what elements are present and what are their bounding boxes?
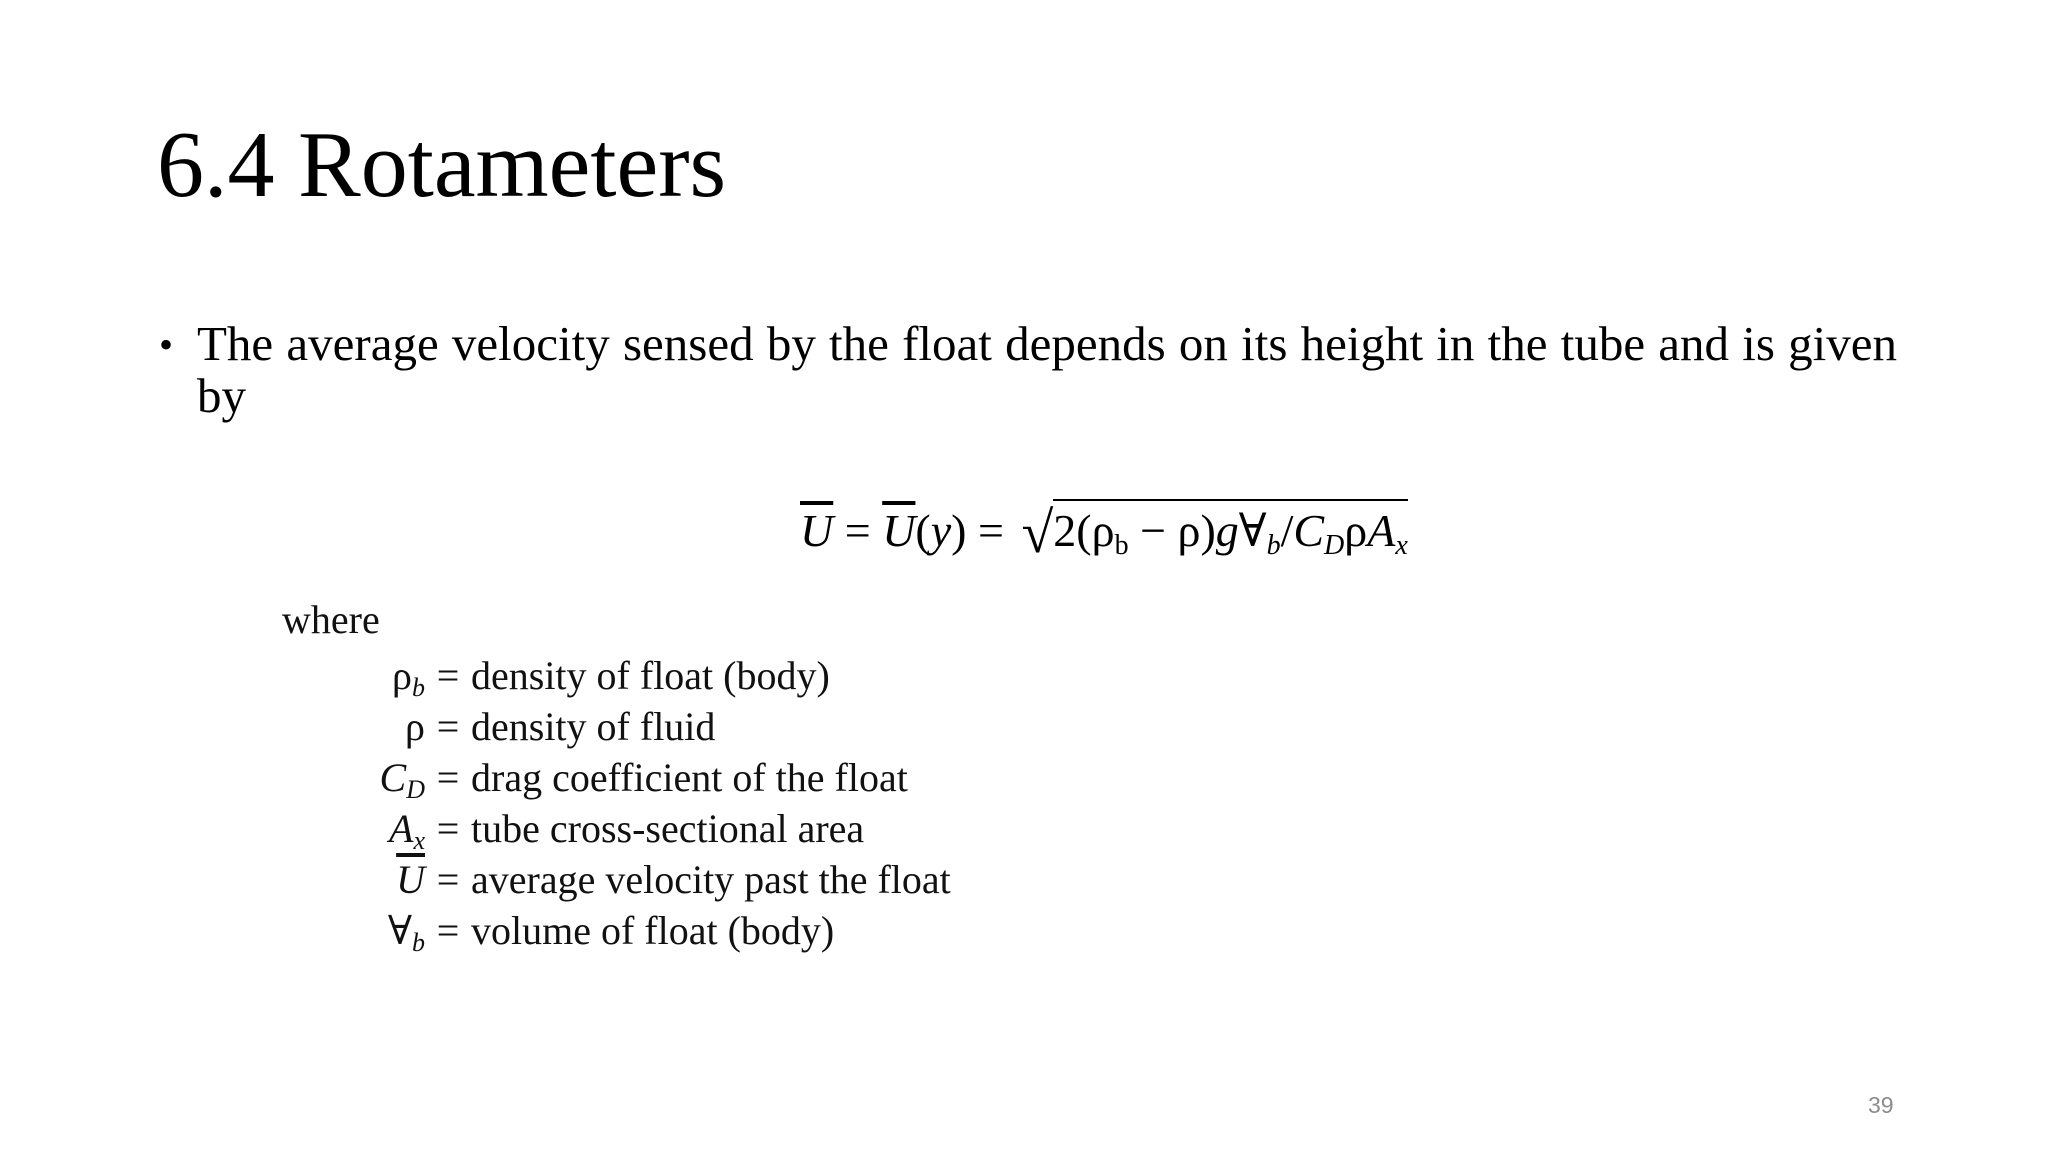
radical-minus: − ρ) — [1128, 505, 1216, 556]
definition-row — [300, 803, 951, 854]
symbol-subscript: D — [406, 775, 425, 804]
symbol-letter: C — [379, 755, 407, 800]
definition-description: density of fluid — [471, 704, 716, 749]
symbol-letter: ρ — [392, 653, 412, 698]
radical-slash: / — [1280, 505, 1294, 556]
definition-row — [300, 905, 951, 956]
definition-row — [300, 854, 951, 905]
symbol-subscript: x — [413, 826, 425, 855]
equation-func-name: $\overline{U}$ — [882, 505, 916, 556]
definition-description: tube cross-sectional area — [471, 806, 865, 851]
symbol-letter: A — [389, 806, 414, 851]
definition-symbol — [300, 752, 431, 803]
slide-title: 6.4 Rotameters — [157, 113, 727, 217]
radical-sign: √ — [1021, 500, 1054, 565]
bullet-text: The average velocity sensed by the float depends on its height in the tube and is given by — [197, 316, 1897, 423]
definition-symbol — [300, 650, 431, 701]
equation-lhs: $\overline{U}$ — [800, 505, 834, 556]
symbol-letter: ∀ — [387, 908, 412, 953]
radical-c-sub: D — [1324, 530, 1345, 561]
definition-equals: = — [436, 704, 460, 749]
definition-description: average velocity past the float — [471, 857, 951, 902]
radical-c: C — [1293, 505, 1325, 556]
definition-row — [300, 752, 951, 803]
radical-rho: ρ — [1344, 505, 1368, 556]
radical-vol-sub: b — [1266, 530, 1281, 561]
definition-equals: = — [436, 806, 460, 851]
definition-equals: = — [436, 755, 460, 800]
bullet-item — [157, 318, 1897, 422]
symbol-letter: ρ — [405, 704, 425, 749]
definition-row — [300, 701, 951, 752]
radical-sub-b: b — [1114, 530, 1129, 561]
equation-func-open: ( — [915, 505, 931, 556]
symbol-letter: $\overline{U}$ — [396, 857, 425, 902]
definition-equals: = — [436, 908, 460, 953]
symbol-subscript: b — [412, 928, 425, 957]
definition-row — [300, 650, 951, 701]
bullet-marker: • — [159, 322, 174, 367]
definition-description: density of float (body) — [471, 653, 830, 698]
where-label: where — [282, 597, 380, 642]
equation-func-close: ) — [951, 505, 967, 556]
symbol-subscript: b — [412, 673, 425, 702]
radical-a-sub: x — [1395, 530, 1408, 561]
definition-description: volume of float (body) — [471, 908, 835, 953]
radical-vol: ∀ — [1238, 505, 1267, 556]
equation-equals-2: = — [978, 505, 1004, 556]
definition-list — [300, 650, 951, 956]
definition-symbol — [300, 701, 431, 752]
equation-func-arg: y — [930, 505, 952, 556]
definition-equals: = — [436, 653, 460, 698]
equation-equals-1: = — [844, 505, 871, 556]
page-number: 39 — [1868, 1092, 1894, 1118]
radical-coef: 2(ρ — [1053, 505, 1115, 556]
definition-symbol — [300, 803, 431, 854]
radical-g: g — [1215, 505, 1239, 556]
definition-description: drag coefficient of the float — [471, 755, 908, 800]
definition-symbol — [300, 905, 431, 956]
velocity-equation — [800, 498, 1408, 565]
radical-body — [1053, 499, 1408, 561]
radical-a: A — [1367, 505, 1396, 556]
definition-equals: = — [436, 857, 460, 902]
definition-symbol — [300, 854, 431, 905]
